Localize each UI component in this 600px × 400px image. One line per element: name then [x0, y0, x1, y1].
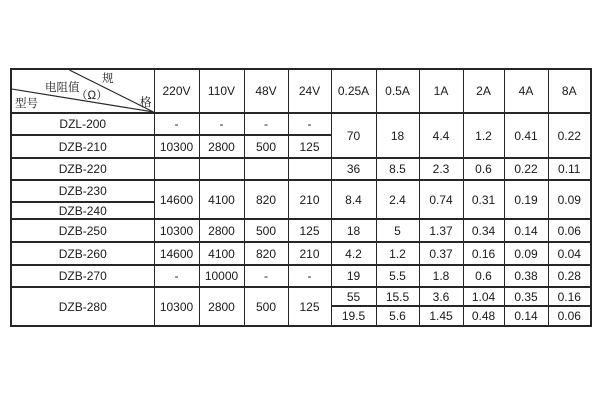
cell-dzb-210-48v: 500 [244, 135, 288, 158]
col-header-4a: 4A [504, 69, 548, 113]
cell-dzb-220-220v [154, 158, 199, 180]
cell-200-210-4a: 0.41 [504, 113, 548, 158]
row-dzl-200 [11, 113, 591, 135]
corner-label-ohm-unit: （Ω） [76, 90, 108, 102]
col-header-220v: 220V [154, 69, 199, 113]
corner-label-model: 型号 [15, 98, 38, 110]
header-row [11, 69, 591, 113]
cell-dzb-280-110v: 2800 [199, 287, 244, 326]
cell-dzb-280-r2-8a: 0.06 [548, 306, 591, 326]
col-header-0-25a: 0.25A [331, 69, 376, 113]
cell-dzb-250-8a: 0.06 [548, 219, 591, 242]
cell-dzb-210-model: DZB-210 [11, 135, 154, 158]
cell-dzb-270-8a: 0.28 [548, 265, 591, 287]
cell-dzb-250-48v: 500 [244, 219, 288, 242]
cell-dzb-220-24v [288, 158, 331, 180]
cell-dzb-280-r2-4a: 0.14 [504, 306, 548, 326]
cell-dzb-270-48v: - [244, 265, 288, 287]
cell-dzl-200-48v: - [244, 113, 288, 135]
cell-dzb-250-2a: 0.34 [463, 219, 504, 242]
cell-dzb-220-48v [244, 158, 288, 180]
cell-200-210-1a: 4.4 [419, 113, 463, 158]
row-dzb-230 [11, 180, 591, 202]
cell-dzb-220-model: DZB-220 [11, 158, 154, 180]
cell-230-240-220v: 14600 [154, 180, 199, 219]
cell-230-240-1a: 0.74 [419, 180, 463, 219]
cell-200-210-8a: 0.22 [548, 113, 591, 158]
cell-dzb-260-1a: 0.37 [419, 242, 463, 265]
row-dzb-260 [11, 242, 591, 265]
cell-dzb-280-r1-2a: 1.04 [463, 287, 504, 306]
cell-dzb-280-24v: 125 [288, 287, 331, 326]
cell-200-210-2a: 1.2 [463, 113, 504, 158]
cell-230-240-24v: 210 [288, 180, 331, 219]
cell-dzb-280-r2-1a: 1.45 [419, 306, 463, 326]
row-dzb-270 [11, 265, 591, 287]
cell-dzb-250-1a: 1.37 [419, 219, 463, 242]
col-header-1a: 1A [419, 69, 463, 113]
cell-dzb-230-model: DZB-230 [11, 180, 154, 202]
cell-dzb-250-4a: 0.14 [504, 219, 548, 242]
cell-dzb-260-2a: 0.16 [463, 242, 504, 265]
cell-230-240-0-25a: 8.4 [331, 180, 376, 219]
cell-dzb-270-0-5a: 5.5 [376, 265, 419, 287]
cell-dzb-280-r1-1a: 3.6 [419, 287, 463, 306]
cell-dzl-200-24v: - [288, 113, 331, 135]
cell-dzb-220-1a: 2.3 [419, 158, 463, 180]
col-header-110v: 110V [199, 69, 244, 113]
cell-dzb-210-220v: 10300 [154, 135, 199, 158]
cell-dzb-250-0-25a: 18 [331, 219, 376, 242]
cell-230-240-0-5a: 2.4 [376, 180, 419, 219]
cell-dzb-210-24v: 125 [288, 135, 331, 158]
cell-dzl-200-220v: - [154, 113, 199, 135]
cell-dzb-270-220v: - [154, 265, 199, 287]
cell-dzb-250-model: DZB-250 [11, 219, 154, 242]
corner-label-spec-bottom: 格 [140, 97, 152, 109]
cell-dzb-260-4a: 0.09 [504, 242, 548, 265]
cell-dzb-220-110v [199, 158, 244, 180]
cell-dzb-280-220v: 10300 [154, 287, 199, 326]
cell-dzb-220-2a: 0.6 [463, 158, 504, 180]
col-header-2a: 2A [463, 69, 504, 113]
cell-dzb-280-r2-0-25a: 19.5 [331, 306, 376, 326]
cell-dzb-270-110v: 10000 [199, 265, 244, 287]
cell-dzb-270-2a: 0.6 [463, 265, 504, 287]
cell-dzb-220-8a: 0.11 [548, 158, 591, 180]
cell-dzb-280-r1-8a: 0.16 [548, 287, 591, 306]
corner-label-resistance: 电阻值 [45, 82, 80, 94]
cell-dzb-240-model: DZB-240 [11, 202, 154, 219]
cell-dzb-270-4a: 0.38 [504, 265, 548, 287]
cell-dzl-200-110v: - [199, 113, 244, 135]
corner-label-spec-top: 规 [102, 73, 114, 85]
cell-230-240-48v: 820 [244, 180, 288, 219]
cell-dzb-250-24v: 125 [288, 219, 331, 242]
cell-dzb-250-110v: 2800 [199, 219, 244, 242]
cell-dzb-250-220v: 10300 [154, 219, 199, 242]
cell-dzb-280-r1-4a: 0.35 [504, 287, 548, 306]
cell-dzb-220-0-5a: 8.5 [376, 158, 419, 180]
cell-dzb-260-0-5a: 1.2 [376, 242, 419, 265]
spec-table [10, 68, 592, 327]
cell-230-240-4a: 0.19 [504, 180, 548, 219]
cell-dzb-280-48v: 500 [244, 287, 288, 326]
cell-230-240-2a: 0.31 [463, 180, 504, 219]
cell-dzb-260-48v: 820 [244, 242, 288, 265]
cell-dzb-280-r2-0-5a: 5.6 [376, 306, 419, 326]
cell-200-210-0-5a: 18 [376, 113, 419, 158]
cell-dzl-200-model: DZL-200 [11, 113, 154, 135]
cell-dzb-220-0-25a: 36 [331, 158, 376, 180]
cell-dzb-260-0-25a: 4.2 [331, 242, 376, 265]
cell-dzb-280-model: DZB-280 [11, 287, 154, 326]
cell-230-240-110v: 4100 [199, 180, 244, 219]
cell-dzb-280-r1-0-25a: 55 [331, 287, 376, 306]
cell-dzb-280-r2-2a: 0.48 [463, 306, 504, 326]
row-dzb-250 [11, 219, 591, 242]
cell-dzb-220-4a: 0.22 [504, 158, 548, 180]
cell-200-210-0-25a: 70 [331, 113, 376, 158]
row-dzb-280-1 [11, 287, 591, 306]
cell-dzb-250-0-5a: 5 [376, 219, 419, 242]
cell-dzb-270-24v: - [288, 265, 331, 287]
col-header-8a: 8A [548, 69, 591, 113]
col-header-0-5a: 0.5A [376, 69, 419, 113]
cell-dzb-260-110v: 4100 [199, 242, 244, 265]
cell-dzb-270-model: DZB-270 [11, 265, 154, 287]
col-header-48v: 48V [244, 69, 288, 113]
cell-dzb-270-1a: 1.8 [419, 265, 463, 287]
corner-header-cell [11, 69, 154, 113]
cell-230-240-8a: 0.09 [548, 180, 591, 219]
cell-dzb-260-model: DZB-260 [11, 242, 154, 265]
cell-dzb-260-24v: 210 [288, 242, 331, 265]
cell-dzb-280-r1-0-5a: 15.5 [376, 287, 419, 306]
cell-dzb-270-0-25a: 19 [331, 265, 376, 287]
cell-dzb-260-220v: 14600 [154, 242, 199, 265]
row-dzb-220 [11, 158, 591, 180]
cell-dzb-210-110v: 2800 [199, 135, 244, 158]
col-header-24v: 24V [288, 69, 331, 113]
cell-dzb-260-8a: 0.04 [548, 242, 591, 265]
